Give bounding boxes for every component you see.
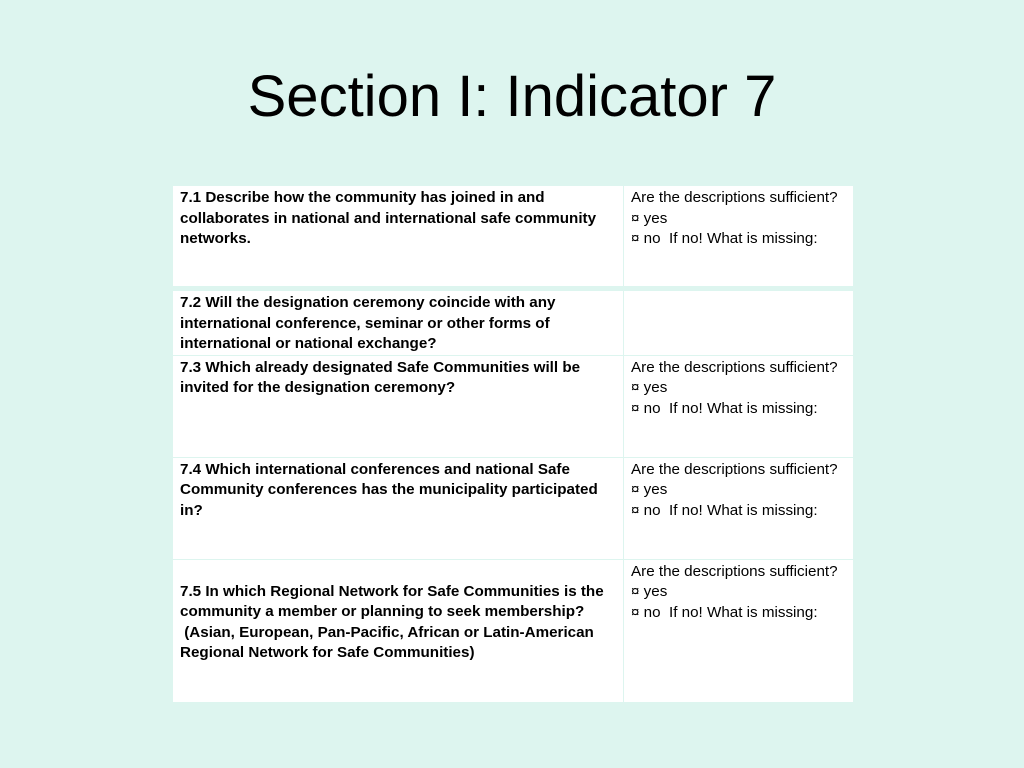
question-7-5-note: (Asian, European, Pan-Pacific, African or Latin-American Regional Network for Safe Communities)	[180, 623, 599, 661]
table-row	[173, 291, 854, 356]
question-7-4: 7.4 Which international conferences and national Safe Community conferences has the municipality participated in?	[173, 457, 624, 559]
table-row	[173, 355, 854, 457]
question-7-5-text: 7.5 In which Regional Network for Safe Communities is the community a member or planning to seek membership?	[180, 582, 608, 620]
slide-title: Section I: Indicator 7	[247, 64, 777, 129]
answer-no-option: ¤ no If no! What is missing:	[631, 603, 818, 621]
answer-yes-option: ¤ yes	[631, 379, 668, 396]
answer-prompt: Are the descriptions sufficient?	[631, 358, 838, 376]
answer-cell-7-5	[624, 559, 854, 702]
question-7-5	[173, 559, 624, 702]
answer-cell-7-3	[624, 355, 854, 457]
answer-prompt: Are the descriptions sufficient?	[631, 562, 838, 580]
answer-no-option: ¤ no If no! What is missing:	[631, 399, 818, 417]
table-row	[173, 559, 854, 702]
answer-cell-7-4	[624, 457, 854, 559]
answer-yes-option: ¤ yes	[631, 209, 668, 227]
answer-prompt: Are the descriptions sufficient?	[631, 460, 838, 478]
answer-prompt: Are the descriptions sufficient?	[631, 189, 838, 206]
indicator-table	[172, 185, 854, 703]
answer-yes-option: ¤ yes	[631, 583, 668, 600]
answer-no-option: ¤ no If no! What is missing:	[631, 230, 818, 247]
answer-cell-7-2	[624, 291, 854, 356]
answer-cell-7-1	[624, 186, 854, 287]
table-row	[173, 186, 854, 287]
question-7-1: 7.1 Describe how the community has joined in and collaborates in national and international safe community networks.	[173, 186, 624, 287]
answer-yes-option: ¤ yes	[631, 481, 668, 498]
question-7-2: 7.2 Will the designation ceremony coincide with any international conference, seminar or other forms of international or national exchange?	[173, 291, 624, 356]
answer-no-option: ¤ no If no! What is missing:	[631, 501, 818, 519]
question-7-3: 7.3 Which already designated Safe Communities will be invited for the designation ceremony?	[173, 355, 624, 457]
table-row	[173, 457, 854, 559]
